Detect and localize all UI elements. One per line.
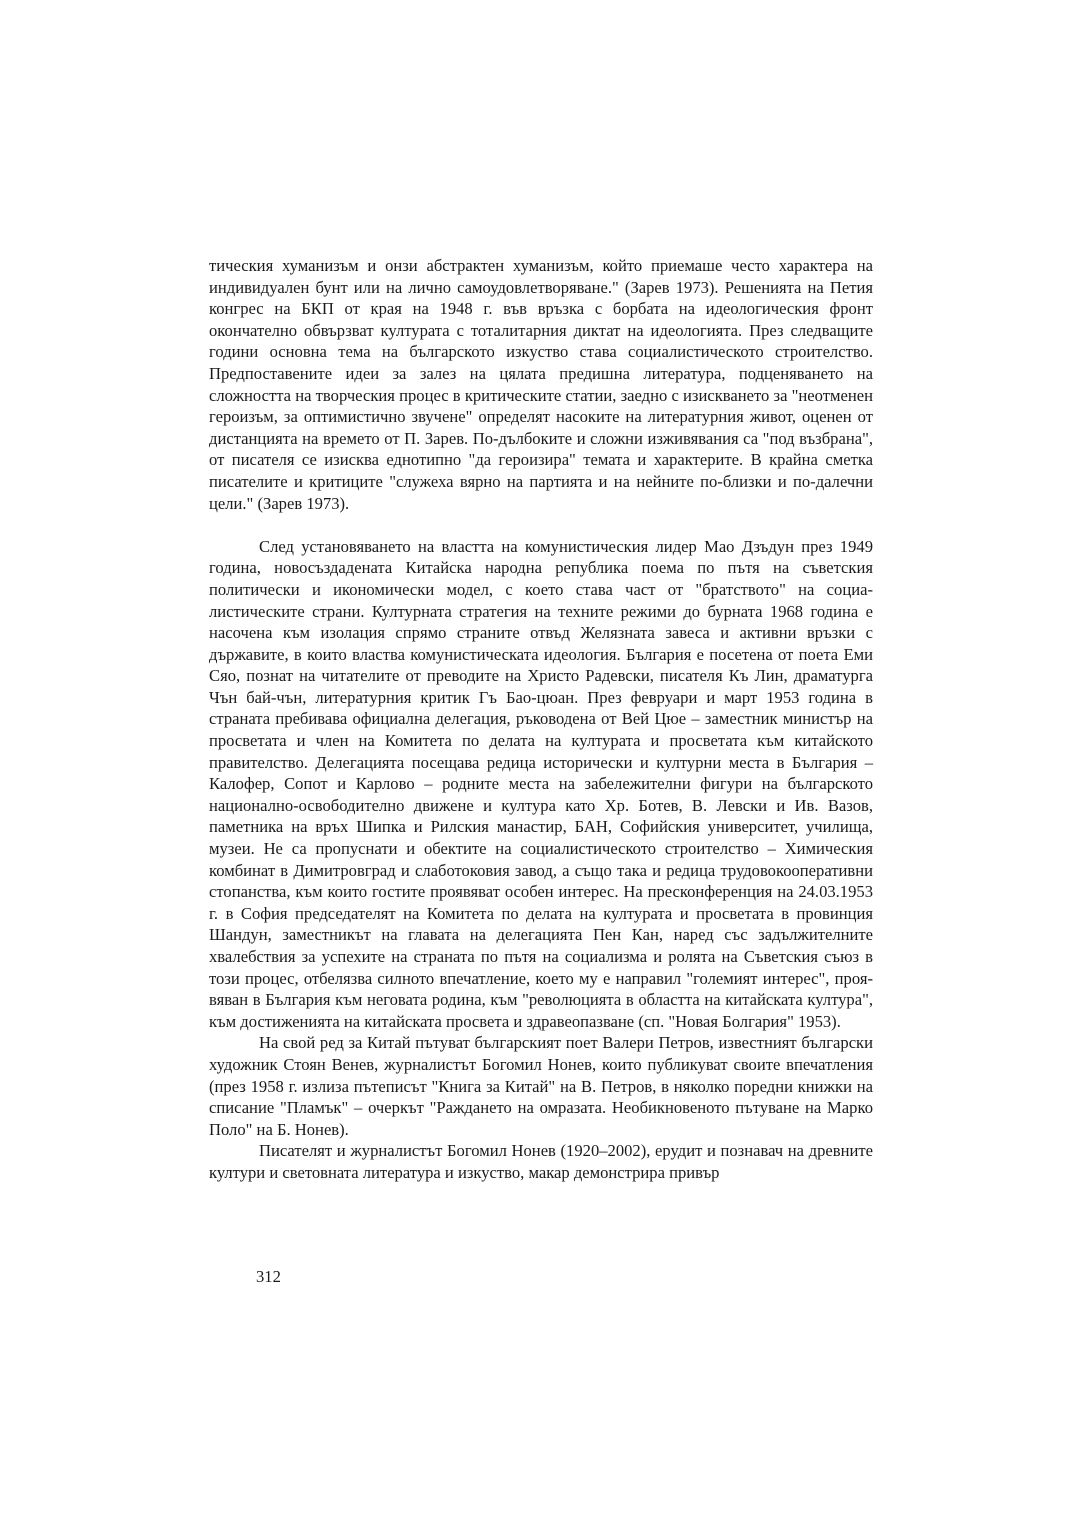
paragraph-3: На свой ред за Китай пътуват българският поет Валери Петров, известният български художник Стоян Венев, журналистът Богомил Нонев, които публикуват своите впечатления (през 1958 г. излиза пътеписът "Книга за Китай" на В. Петров, в няколко поредни книжки на списание "Пламък" – очеркът "Раждането на омразата. Необикновеното пътуване на Марко Поло" на Б. Нонев). [209,1033,873,1139]
paragraph-4: Писателят и журналистът Богомил Нонев (1920–2002), ерудит и познавач на древните култури и световната литература и изкуство, макар демонстрира привър [209,1141,873,1182]
paragraph-2: След установяването на властта на комунистическия лидер Мао Дзъдун през 1949 година, новосъздадената Китайска народна република поема по пътя на съветския политически и икономически модел, с което става част от "братството" на социалистическите страни. Културната стратегия на техните режими до бурната 1968 година е насочена към изолация спрямо страните отвъд Желязната завеса и активни връзки с държавите, в които властва комунистическата идеология. България е посетена от поета Еми Сяо, познат на читателите от преводите на Христо Радевски, писателя Къ Лин, драматурга Чън бай-чън, литературния критик Гъ Бао-цюан. През февруари и март 1953 година в страната пребивава официална делегация, ръководена от Вей Цюе – заместник министър на просветата и член на Комитета по делата на културата и просветата към китайското правителство. Делегацията посещава редица исторически и културни места в България – Калофер, Сопот и Карлово – родните места на забележителни фигури на българското национално-освободително движене и култура като Хр. Ботев, В. Левски и Ив. Вазов, паметника на връх Шипка и Рилския манастир, БАН, Софийския университет, училища, музеи. Не са пропуснати и обектите на социалистическото строителство – Химическия комбинат в Димитровград и слаботоковия завод, а също така и редица трудовокооперативни стопанства, към които гостите проявяват особен интерес. На пресконференция на 24.03.1953 г. в София председателят на Комитета по делата на културата и просветата в провинция Шандун, заместникът на главата на делегацията Пен Кан, наред със задължителните хвалебствия за успехите на страната по пътя на социализма и ролята на Съветския съюз в този процес, отбелязва силното впечатление, което му е направил "големият интерес", проявяван в България към неговата родина, към "революцията в областта на китайската култура", към достиженията на китайската просвета и здравеопазване (сп. "Новая Болгария" 1953). [209,536,873,1031]
body-text [209,255,873,1184]
page-number: 312 [256,1267,281,1286]
paragraph-1: тическия хуманизъм и онзи абстрактен хуманизъм, който приемаше често характера на индивидуален бунт или на лично самоудовлетворяване." (Зарев 1973). Решенията на Петия конгрес на БКП от края на 1948 г. във връзка с борбата на идеологическия фронт окончателно обвързват културата с тоталитарния диктат на идеологията. През следващите години основна тема на българското изкуство става социалистическото строителство. Предпоставените идеи за залез на цялата предишна литература, подценяването на сложността на творческия процес в критическите статии, заедно с изискването за "неотменен героизъм, за оптимистично звучене" определят насоките на литературния живот, оценен от дистанцията на времето от П. Зарев. По-дълбоките и сложни изживявания са "под възбрана", от писателя се изисква еднотипно "да героизира" темата и характерите. В крайна сметка писателите и критиците "служеха вярно на партията и на нейните по-близки и по-далечни цели." (Зарев 1973). [209,256,873,513]
